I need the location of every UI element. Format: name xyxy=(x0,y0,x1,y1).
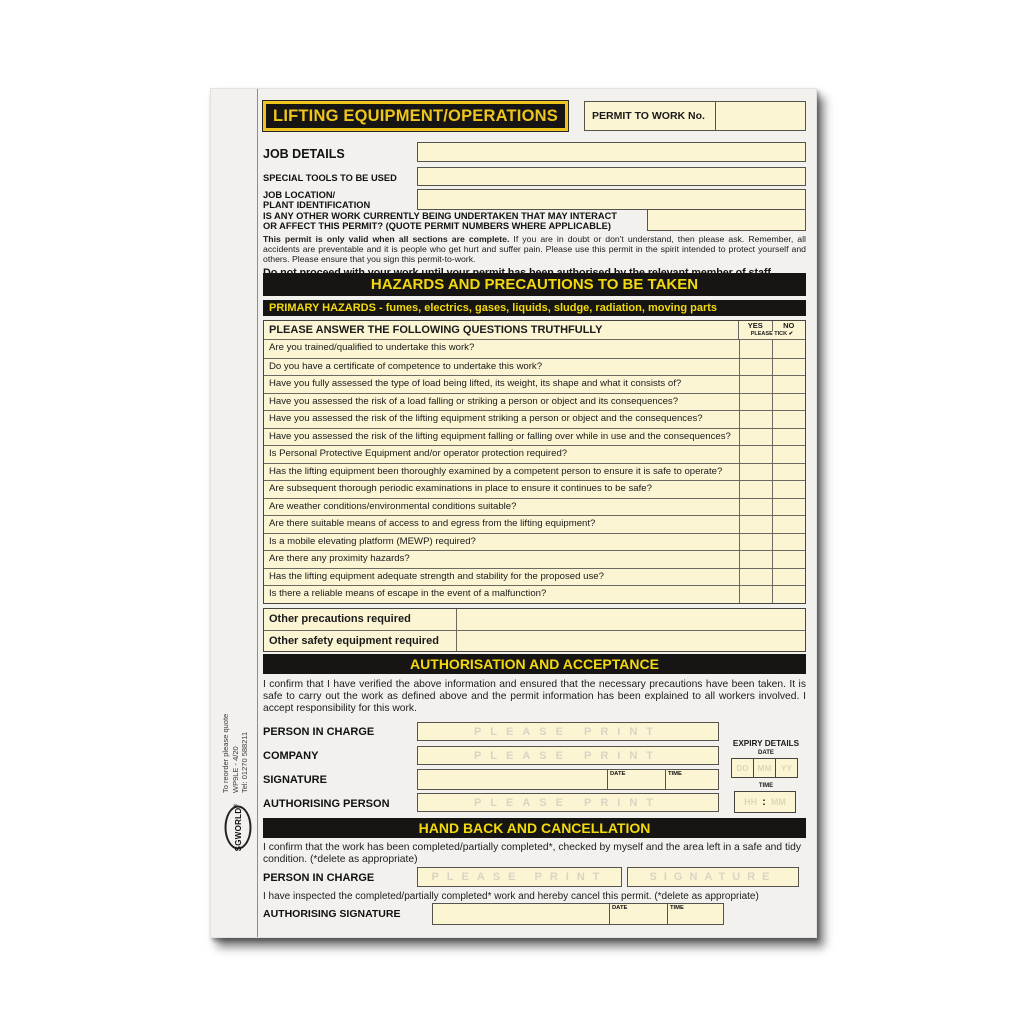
validity-note-bold: This permit is only valid when all sections are complete. xyxy=(263,234,510,244)
no-tick-cell[interactable] xyxy=(772,481,805,498)
question-row xyxy=(264,533,805,551)
question-text: Is there a reliable means of escape in the event of a malfunction? xyxy=(269,588,547,599)
questions-table-header xyxy=(264,321,805,340)
question-row xyxy=(264,393,805,411)
sgworld-logo xyxy=(218,803,258,852)
sgworld-logo-oval xyxy=(225,803,252,852)
handback-print-field[interactable]: PLEASE PRINT xyxy=(417,867,622,887)
question-row xyxy=(264,410,805,428)
question-text: Have you assessed the risk of the lifting equipment falling or falling over while in use and the consequences? xyxy=(269,430,731,442)
no-tick-cell[interactable] xyxy=(772,340,805,358)
question-row xyxy=(264,358,805,376)
no-tick-cell[interactable] xyxy=(772,411,805,428)
permit-form-page xyxy=(210,88,817,938)
time-tag: TIME xyxy=(670,905,684,911)
question-row xyxy=(264,428,805,446)
yes-tick-cell[interactable] xyxy=(739,394,772,411)
no-tick-cell[interactable] xyxy=(772,551,805,568)
job-location-label-line2: PLANT IDENTIFICATION xyxy=(263,200,371,210)
reorder-line2: WP9LE - 4/20 xyxy=(230,746,240,793)
hazards-banner: HAZARDS AND PRECAUTIONS TO BE TAKEN xyxy=(263,273,806,296)
date-tag: DATE xyxy=(610,771,626,777)
reorder-info xyxy=(221,697,253,793)
no-tick-cell[interactable] xyxy=(772,516,805,533)
job-location-label-line1: JOB LOCATION/ xyxy=(263,190,336,200)
other-work-question-line2: OR AFFECT THIS PERMIT? (QUOTE PERMIT NUMBERS WHERE APPLICABLE) xyxy=(263,221,611,231)
job-details-field[interactable] xyxy=(417,142,806,162)
questions-table xyxy=(263,320,806,604)
yes-tick-cell[interactable] xyxy=(739,376,772,393)
expiry-details-title: EXPIRY DETAILS xyxy=(732,739,800,748)
yes-tick-cell[interactable] xyxy=(739,340,772,358)
handback-person-in-charge-label: PERSON IN CHARGE xyxy=(263,872,375,884)
expiry-min: MM xyxy=(770,797,786,807)
expiry-time-label: TIME xyxy=(758,783,774,789)
other-precautions-row xyxy=(264,609,805,630)
question-text: Have you assessed the risk of a load falling or striking a person or object and its consequences? xyxy=(269,395,679,407)
question-row xyxy=(264,550,805,568)
question-text: Has the lifting equipment adequate strength and stability for the proposed use? xyxy=(269,570,604,582)
no-tick-cell[interactable] xyxy=(772,534,805,551)
question-text: Have you assessed the risk of the lifting equipment striking a person or object and the consequences? xyxy=(269,413,703,424)
reorder-line3: Tel: 01270 588211 xyxy=(240,731,249,793)
authorising-person-field[interactable]: PLEASE PRINT xyxy=(417,793,719,812)
expiry-dd-field[interactable]: DD xyxy=(731,758,754,778)
authorising-signature-label: AUTHORISING SIGNATURE xyxy=(263,908,401,920)
question-row xyxy=(264,498,805,516)
yes-tick-cell[interactable] xyxy=(739,446,772,463)
reorder-line1: To reorder please quote xyxy=(221,713,230,793)
question-row xyxy=(264,568,805,586)
expiry-date-label: DATE xyxy=(758,750,774,756)
job-location-field[interactable] xyxy=(417,189,806,210)
person-in-charge-label: PERSON IN CHARGE xyxy=(263,726,375,738)
question-text: Has the lifting equipment been thoroughly examined by a competent person to ensure it is safe to operate? xyxy=(269,465,723,477)
other-precautions-table xyxy=(263,608,806,652)
expiry-time-field[interactable] xyxy=(734,791,796,813)
company-label: COMPANY xyxy=(263,750,319,762)
authorising-signature-date-field[interactable] xyxy=(609,904,667,924)
other-precautions-label: Other precautions required xyxy=(264,609,457,630)
inspected-statement: I have inspected the completed/partially completed* work and hereby cancel this permit. (*delete as appropriate) xyxy=(263,891,759,902)
question-text: Are weather conditions/environmental conditions suitable? xyxy=(269,500,517,512)
no-tick-cell[interactable] xyxy=(772,446,805,463)
yes-tick-cell[interactable] xyxy=(739,551,772,568)
validity-note xyxy=(263,234,806,265)
question-row xyxy=(264,480,805,498)
questions-header-label: PLEASE ANSWER THE FOLLOWING QUESTIONS TRUTHFULLY xyxy=(269,324,603,336)
time-tag: TIME xyxy=(668,771,682,777)
handback-statement: I confirm that the work has been completed/partially completed*, checked by myself and the area left in a safe and tidy condition. (*delete as appropriate) xyxy=(263,842,802,865)
special-tools-field[interactable] xyxy=(417,167,806,186)
other-safety-field[interactable] xyxy=(457,631,805,651)
person-in-charge-field[interactable]: PLEASE PRINT xyxy=(417,722,719,741)
no-tick-cell[interactable] xyxy=(772,376,805,393)
yes-tick-cell[interactable] xyxy=(739,516,772,533)
special-tools-label: SPECIAL TOOLS TO BE USED xyxy=(263,173,397,183)
signature-field[interactable] xyxy=(418,770,607,789)
signature-label: SIGNATURE xyxy=(263,774,327,786)
no-tick-cell[interactable] xyxy=(772,499,805,516)
question-text: Is a mobile elevating platform (MEWP) required? xyxy=(269,535,476,547)
job-details-label: JOB DETAILS xyxy=(263,147,345,161)
signature-field-group xyxy=(417,769,719,790)
primary-hazards-bar: PRIMARY HAZARDS - fumes, electrics, gases, liquids, sludge, radiation, moving parts xyxy=(263,300,806,316)
authorising-person-label: AUTHORISING PERSON xyxy=(263,798,390,810)
no-tick-cell[interactable] xyxy=(772,569,805,586)
no-tick-cell[interactable] xyxy=(772,394,805,411)
yes-tick-cell[interactable] xyxy=(739,464,772,481)
question-text: Is Personal Protective Equipment and/or operator protection required? xyxy=(269,448,568,459)
yes-tick-cell[interactable] xyxy=(739,359,772,376)
question-text: Have you fully assessed the type of load being lifted, its weight, its shape and what it consists of? xyxy=(269,378,682,389)
yes-tick-cell[interactable] xyxy=(739,569,772,586)
other-safety-label: Other safety equipment required xyxy=(264,631,457,651)
no-tick-cell[interactable] xyxy=(772,359,805,376)
other-precautions-field[interactable] xyxy=(457,609,805,630)
question-text: Are there suitable means of access to and egress from the lifting equipment? xyxy=(269,518,596,529)
question-text: Do you have a certificate of competence to undertake this work? xyxy=(269,360,543,372)
expiry-hh: HH xyxy=(744,797,758,807)
no-tick-cell[interactable] xyxy=(772,464,805,481)
company-field[interactable]: PLEASE PRINT xyxy=(417,746,719,765)
authorising-signature-time-field[interactable] xyxy=(667,904,723,924)
other-work-question-line1: IS ANY OTHER WORK CURRENTLY BEING UNDERTAKEN THAT MAY INTERACT xyxy=(263,211,617,221)
sgworld-logo-text: SGWORLD® xyxy=(233,803,243,852)
question-row xyxy=(264,515,805,533)
yes-tick-cell[interactable] xyxy=(739,429,772,446)
question-text: Are subsequent thorough periodic examinations in place to ensure it continues to be safe? xyxy=(269,483,652,494)
expiry-colon: : xyxy=(762,796,766,808)
signature-time-field[interactable] xyxy=(665,770,718,789)
question-row xyxy=(264,445,805,463)
no-tick-cell[interactable] xyxy=(772,429,805,446)
yes-tick-cell[interactable] xyxy=(739,411,772,428)
question-row xyxy=(264,585,805,603)
question-row xyxy=(264,463,805,481)
question-text: Are you trained/qualified to undertake this work? xyxy=(269,342,475,353)
no-tick-cell[interactable] xyxy=(772,586,805,603)
yes-tick-cell[interactable] xyxy=(739,499,772,516)
tick-columns-header xyxy=(738,321,805,339)
permit-number-label: PERMIT TO WORK No. xyxy=(592,110,705,122)
authorisation-banner: AUTHORISATION AND ACCEPTANCE xyxy=(263,654,806,674)
authorisation-statement: I confirm that I have verified the above information and ensured that the necessary precautions have been taken. It is safe to carry out the work as defined above and the permit information has been explained to all workers involved. I accept responsibility for this work. xyxy=(263,679,806,714)
handback-signature-field[interactable]: SIGNATURE xyxy=(627,867,799,887)
authorising-signature-field[interactable] xyxy=(433,904,609,924)
expiry-yy-field[interactable]: YY xyxy=(775,758,798,778)
question-text: Are there any proximity hazards? xyxy=(269,553,410,564)
handback-banner: HAND BACK AND CANCELLATION xyxy=(263,818,806,838)
other-safety-row xyxy=(264,630,805,651)
validity-note-rest: If you are in doubt or don't understand, then please ask. Remember, all accidents are preventable and it is people who get hurt and suffer pain. Please use this permit in the spirit intended to protect yourself and others. Please ensure that you sign this permit-to-work. xyxy=(263,234,806,265)
expiry-mm-field[interactable]: MM xyxy=(753,758,776,778)
no-column-header: NO xyxy=(772,321,806,331)
form-title-banner xyxy=(263,101,568,131)
yes-tick-cell[interactable] xyxy=(739,534,772,551)
question-row xyxy=(264,340,805,358)
permit-number-divider xyxy=(715,102,716,130)
signature-date-field[interactable] xyxy=(607,770,665,789)
expiry-date-boxes xyxy=(732,758,798,778)
date-tag: DATE xyxy=(612,905,628,911)
other-work-field[interactable] xyxy=(647,209,806,231)
please-tick-label: PLEASE TICK ✔ xyxy=(750,331,794,337)
questions-body xyxy=(264,340,805,603)
yes-tick-cell[interactable] xyxy=(739,586,772,603)
permit-number-box[interactable] xyxy=(584,101,806,131)
authorising-signature-group xyxy=(432,903,724,925)
form-title: LIFTING EQUIPMENT/OPERATIONS xyxy=(273,106,558,125)
yes-tick-cell[interactable] xyxy=(739,481,772,498)
question-row xyxy=(264,375,805,393)
yes-column-header: YES xyxy=(747,321,763,330)
